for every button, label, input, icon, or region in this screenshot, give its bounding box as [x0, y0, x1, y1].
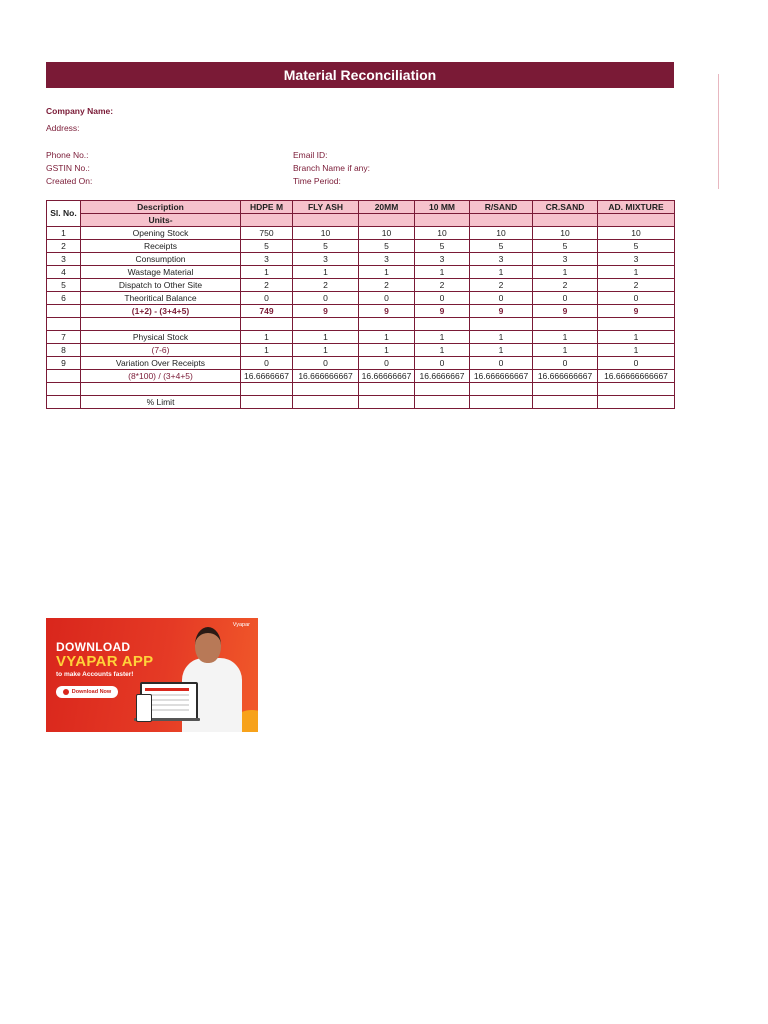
value-cell: 16.666666667 [293, 370, 359, 383]
sl-no-cell: 5 [47, 279, 81, 292]
value-cell: 0 [293, 357, 359, 370]
reconciliation-table [46, 200, 675, 409]
value-cell: 16.666666667 [470, 370, 533, 383]
value-cell: 2 [415, 279, 470, 292]
sl-no-cell [47, 305, 81, 318]
value-cell: 3 [241, 253, 293, 266]
side-divider [718, 74, 719, 189]
value-cell: 3 [415, 253, 470, 266]
units-row [47, 214, 675, 227]
description-cell: Opening Stock [81, 227, 241, 240]
description-cell: Theoritical Balance [81, 292, 241, 305]
table-body [47, 227, 675, 409]
description-header: Description [81, 201, 241, 214]
value-cell [293, 318, 359, 331]
value-cell: 1 [241, 344, 293, 357]
value-cell: 9 [598, 305, 675, 318]
description-cell: (8*100) / (3+4+5) [81, 370, 241, 383]
value-cell: 1 [470, 331, 533, 344]
value-cell [470, 318, 533, 331]
value-cell: 0 [293, 292, 359, 305]
value-cell [359, 383, 415, 396]
value-cell: 2 [359, 279, 415, 292]
table-row [47, 227, 675, 240]
value-cell: 10 [293, 227, 359, 240]
table-row [47, 240, 675, 253]
value-cell: 1 [598, 266, 675, 279]
value-cell: 1 [470, 344, 533, 357]
value-cell: 1 [359, 331, 415, 344]
value-cell: 1 [241, 266, 293, 279]
value-cell: 10 [415, 227, 470, 240]
page-title: Material Reconciliation [46, 62, 674, 88]
table-row [47, 279, 675, 292]
value-cell: 3 [293, 253, 359, 266]
sl-no-cell: 9 [47, 357, 81, 370]
table-header-row [47, 201, 675, 214]
company-name-label: Company Name: [46, 106, 114, 116]
value-cell: 10 [598, 227, 675, 240]
vyapar-logo: Vyapar [232, 622, 250, 628]
units-cell [470, 214, 533, 227]
value-cell: 10 [470, 227, 533, 240]
col-header: 10 MM [415, 201, 470, 214]
description-cell: Receipts [81, 240, 241, 253]
value-cell: 0 [415, 357, 470, 370]
description-cell [81, 318, 241, 331]
value-cell: 5 [241, 240, 293, 253]
value-cell: 1 [415, 331, 470, 344]
table-row [47, 370, 675, 383]
value-cell: 1 [533, 331, 598, 344]
value-cell [533, 396, 598, 409]
sl-no-header: Sl. No. [47, 201, 81, 227]
value-cell: 0 [533, 357, 598, 370]
value-cell: 0 [359, 292, 415, 305]
value-cell: 2 [293, 279, 359, 292]
ad-app-name: VYAPAR APP [56, 653, 154, 670]
value-cell: 0 [359, 357, 415, 370]
value-cell: 749 [241, 305, 293, 318]
description-cell: Consumption [81, 253, 241, 266]
units-cell [533, 214, 598, 227]
table-row [47, 344, 675, 357]
col-header: AD. MIXTURE [598, 201, 675, 214]
sl-no-cell [47, 370, 81, 383]
value-cell: 2 [533, 279, 598, 292]
description-cell: (7-6) [81, 344, 241, 357]
value-cell [241, 383, 293, 396]
value-cell: 0 [241, 357, 293, 370]
units-label: Units- [81, 214, 241, 227]
value-cell: 1 [241, 331, 293, 344]
sl-no-cell: 4 [47, 266, 81, 279]
units-cell [415, 214, 470, 227]
value-cell [293, 396, 359, 409]
sl-no-cell [47, 383, 81, 396]
value-cell [415, 383, 470, 396]
sl-no-cell: 3 [47, 253, 81, 266]
units-cell [359, 214, 415, 227]
value-cell: 1 [359, 344, 415, 357]
value-cell: 1 [470, 266, 533, 279]
value-cell: 1 [598, 344, 675, 357]
value-cell: 2 [241, 279, 293, 292]
phone-illustration [136, 694, 152, 722]
value-cell: 1 [293, 344, 359, 357]
description-cell: Variation Over Receipts [81, 357, 241, 370]
value-cell [598, 396, 675, 409]
table-row [47, 266, 675, 279]
value-cell: 5 [293, 240, 359, 253]
value-cell: 9 [415, 305, 470, 318]
value-cell: 9 [293, 305, 359, 318]
description-cell: Physical Stock [81, 331, 241, 344]
table-row [47, 383, 675, 396]
value-cell: 16.66666666667 [598, 370, 675, 383]
value-cell [293, 383, 359, 396]
description-cell: Wastage Material [81, 266, 241, 279]
phone-label: Phone No.: [46, 150, 89, 160]
download-button-label: Download Now [71, 689, 112, 695]
table-row [47, 253, 675, 266]
value-cell: 16.6666667 [241, 370, 293, 383]
value-cell: 750 [241, 227, 293, 240]
value-cell: 0 [241, 292, 293, 305]
value-cell: 2 [470, 279, 533, 292]
value-cell [415, 396, 470, 409]
value-cell: 5 [359, 240, 415, 253]
value-cell: 0 [470, 357, 533, 370]
sl-no-cell: 1 [47, 227, 81, 240]
col-header: FLY ASH [293, 201, 359, 214]
value-cell [598, 383, 675, 396]
value-cell: 9 [359, 305, 415, 318]
value-cell: 5 [533, 240, 598, 253]
col-header: CR.SAND [533, 201, 598, 214]
branch-label: Branch Name if any: [293, 163, 371, 173]
value-cell: 0 [598, 292, 675, 305]
download-icon [63, 689, 69, 695]
table-row [47, 357, 675, 370]
value-cell: 0 [470, 292, 533, 305]
value-cell [241, 318, 293, 331]
value-cell [359, 318, 415, 331]
time-period-label: Time Period: [293, 176, 341, 186]
value-cell: 1 [598, 331, 675, 344]
value-cell [241, 396, 293, 409]
value-cell: 0 [415, 292, 470, 305]
value-cell [470, 396, 533, 409]
value-cell: 1 [359, 266, 415, 279]
value-cell: 0 [533, 292, 598, 305]
sl-no-cell [47, 318, 81, 331]
value-cell [533, 383, 598, 396]
value-cell [598, 318, 675, 331]
created-on-label: Created On: [46, 176, 93, 186]
value-cell [470, 383, 533, 396]
description-cell: (1+2) - (3+4+5) [81, 305, 241, 318]
ad-headline: DOWNLOAD [56, 640, 131, 654]
value-cell: 3 [533, 253, 598, 266]
col-header: HDPE M [241, 201, 293, 214]
units-cell [241, 214, 293, 227]
sl-no-cell: 6 [47, 292, 81, 305]
value-cell: 9 [533, 305, 598, 318]
value-cell: 16.666666667 [533, 370, 598, 383]
sl-no-cell [47, 396, 81, 409]
value-cell: 3 [470, 253, 533, 266]
value-cell: 3 [598, 253, 675, 266]
table-row [47, 331, 675, 344]
value-cell: 10 [533, 227, 598, 240]
download-now-button[interactable] [56, 686, 118, 698]
value-cell: 0 [598, 357, 675, 370]
value-cell: 16.66666667 [359, 370, 415, 383]
value-cell: 3 [359, 253, 415, 266]
value-cell [415, 318, 470, 331]
description-cell: Dispatch to Other Site [81, 279, 241, 292]
address-label: Address: [46, 123, 80, 133]
value-cell: 10 [359, 227, 415, 240]
value-cell: 1 [415, 266, 470, 279]
value-cell: 2 [598, 279, 675, 292]
description-cell: % Limit [81, 396, 241, 409]
units-cell [598, 214, 675, 227]
person-head [195, 627, 221, 663]
units-cell [293, 214, 359, 227]
value-cell: 5 [415, 240, 470, 253]
value-cell: 1 [293, 331, 359, 344]
value-cell: 1 [533, 266, 598, 279]
email-label: Email ID: [293, 150, 328, 160]
description-cell [81, 383, 241, 396]
col-header: 20MM [359, 201, 415, 214]
col-header: R/SAND [470, 201, 533, 214]
table-row [47, 318, 675, 331]
table-row [47, 396, 675, 409]
table-row [47, 292, 675, 305]
sl-no-cell: 2 [47, 240, 81, 253]
value-cell: 5 [470, 240, 533, 253]
value-cell [359, 396, 415, 409]
value-cell: 5 [598, 240, 675, 253]
sl-no-cell: 8 [47, 344, 81, 357]
sl-no-cell: 7 [47, 331, 81, 344]
value-cell: 1 [415, 344, 470, 357]
value-cell: 16.6666667 [415, 370, 470, 383]
value-cell [533, 318, 598, 331]
gstin-label: GSTIN No.: [46, 163, 90, 173]
vyapar-ad-banner[interactable] [46, 618, 258, 732]
value-cell: 1 [293, 266, 359, 279]
value-cell: 1 [533, 344, 598, 357]
ad-tagline: to make Accounts faster! [56, 671, 134, 678]
value-cell: 9 [470, 305, 533, 318]
table-row [47, 305, 675, 318]
